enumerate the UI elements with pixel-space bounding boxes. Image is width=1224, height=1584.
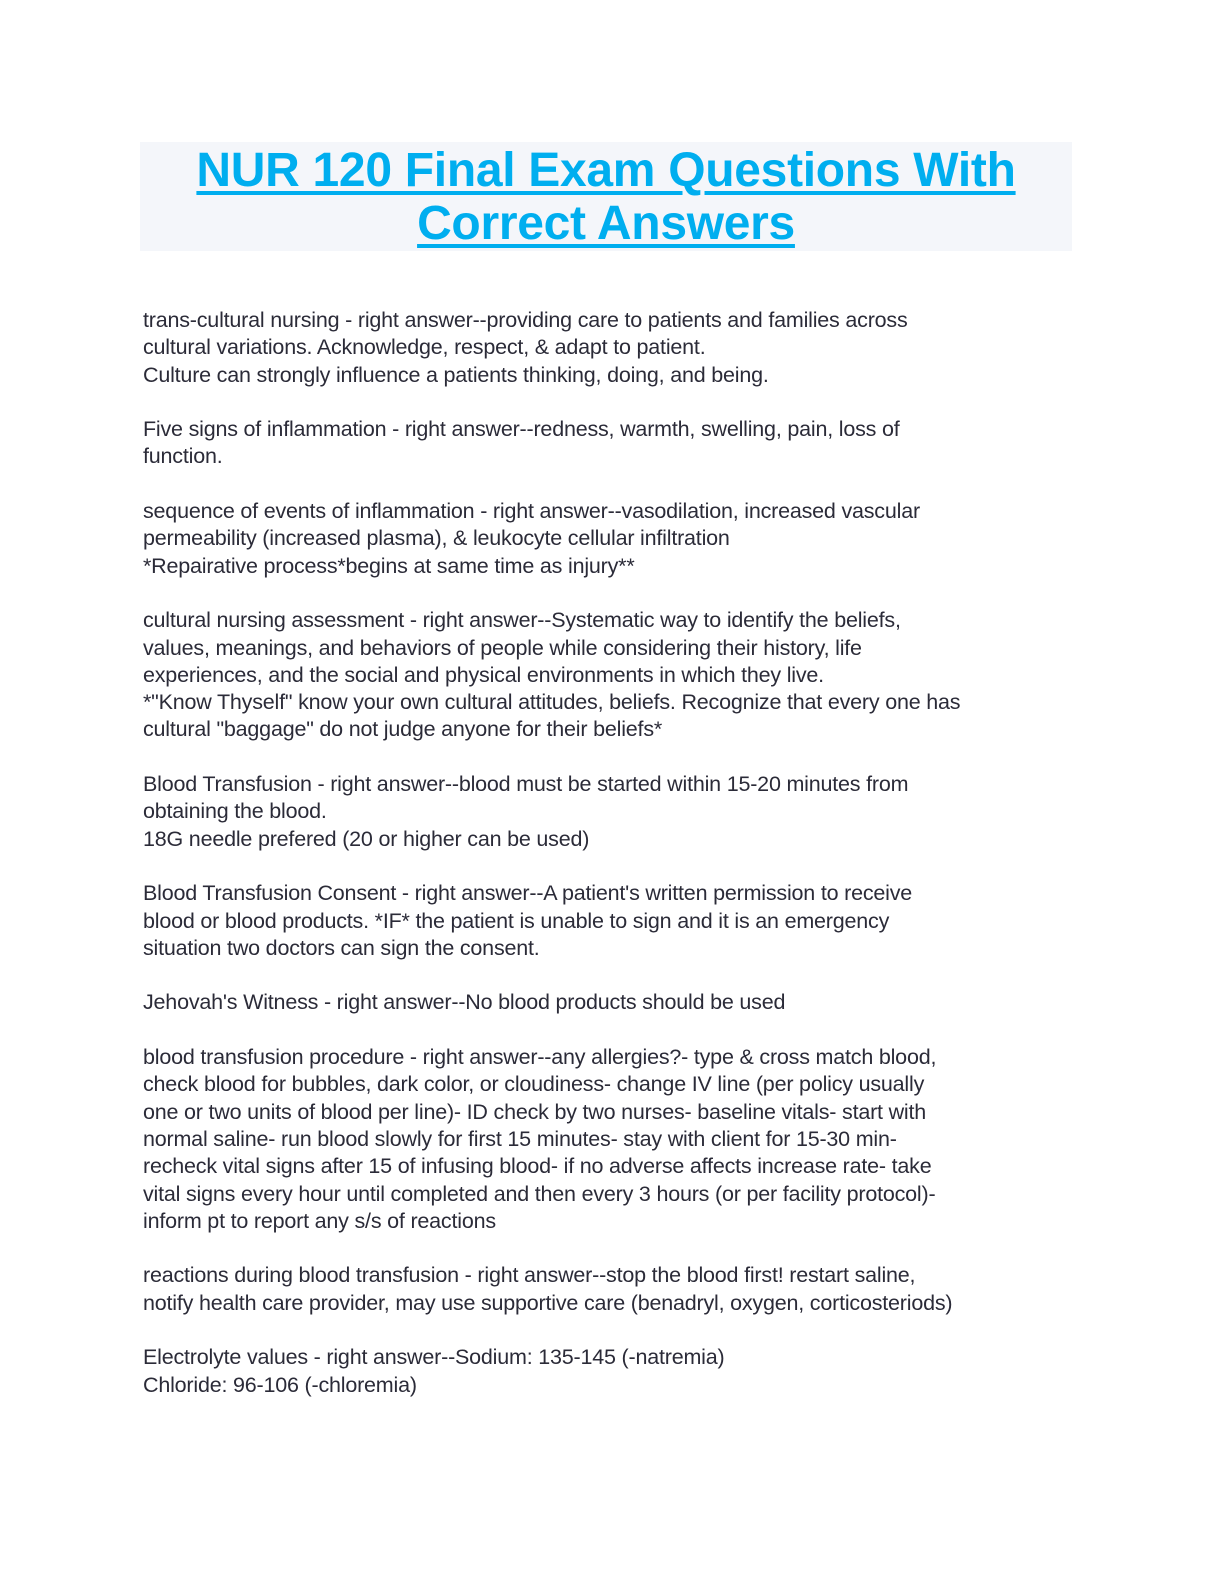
qa-item-cultural-assessment: cultural nursing assessment - right answer--Systematic way to identify the beliefs, values, meanings, and behaviors of people while considering their history, life experiences, and the social and physical environments in which they live. *"Know Thyself" know your own cultural attitudes, beliefs. Recognize that every one has cultural "baggage" do not judge anyone for their beliefs* <box>143 608 961 742</box>
document-title: NUR 120 Final Exam Questions With Correct Answers <box>196 144 1016 250</box>
qa-item-transfusion-procedure: blood transfusion procedure - right answer--any allergies?- type & cross match blood, check blood for bubbles, dark color, or cloudiness- change IV line (per policy usually one or two units of blood per line)- ID check by two nurses- baseline vitals- start with normal saline- run blood slowly for first 15 minutes- stay with client for 15-30 min- recheck vital signs after 15 of infusing blood- if no adverse affects increase rate- take vital signs every hour until completed and then every 3 hours (or per facility protocol)- inform pt to report any s/s of reactions <box>143 1045 937 1233</box>
qa-item-signs-of-inflammation: Five signs of inflammation - right answer--redness, warmth, swelling, pain, loss of function. <box>143 417 900 469</box>
qa-item-transfusion-consent: Blood Transfusion Consent - right answer--A patient's written permission to receive blood or blood products. *IF* the patient is unable to sign and it is an emergency situation two doctors can sign the consent. <box>143 881 913 960</box>
qa-item-blood-transfusion: Blood Transfusion - right answer--blood must be started within 15-20 minutes from obtaining the blood. 18G needle prefered (20 or higher can be used) <box>143 772 909 851</box>
qa-item-transfusion-reactions: reactions during blood transfusion - right answer--stop the blood first! restart saline, notify health care provider, may use supportive care (benadryl, oxygen, corticosteriods) <box>143 1263 953 1315</box>
qa-item-trans-cultural-nursing: trans-cultural nursing - right answer--providing care to patients and families across cultural variations. Acknowledge, respect, & adapt to patient. Culture can strongly influence a patients thinking, doing, and being. <box>143 308 908 387</box>
qa-item-jehovahs-witness: Jehovah's Witness - right answer--No blood products should be used <box>143 990 786 1015</box>
qa-item-inflammation-sequence: sequence of events of inflammation - right answer--vasodilation, increased vascular permeability (increased plasma), & leukocyte cellular infiltration *Repairative process*begins at same time as injury** <box>143 499 920 578</box>
title-banner <box>140 142 1072 251</box>
document-body <box>143 307 1143 1426</box>
qa-item-electrolyte-values: Electrolyte values - right answer--Sodium: 135-145 (-natremia) Chloride: 96-106 (-chloremia) <box>143 1345 725 1397</box>
